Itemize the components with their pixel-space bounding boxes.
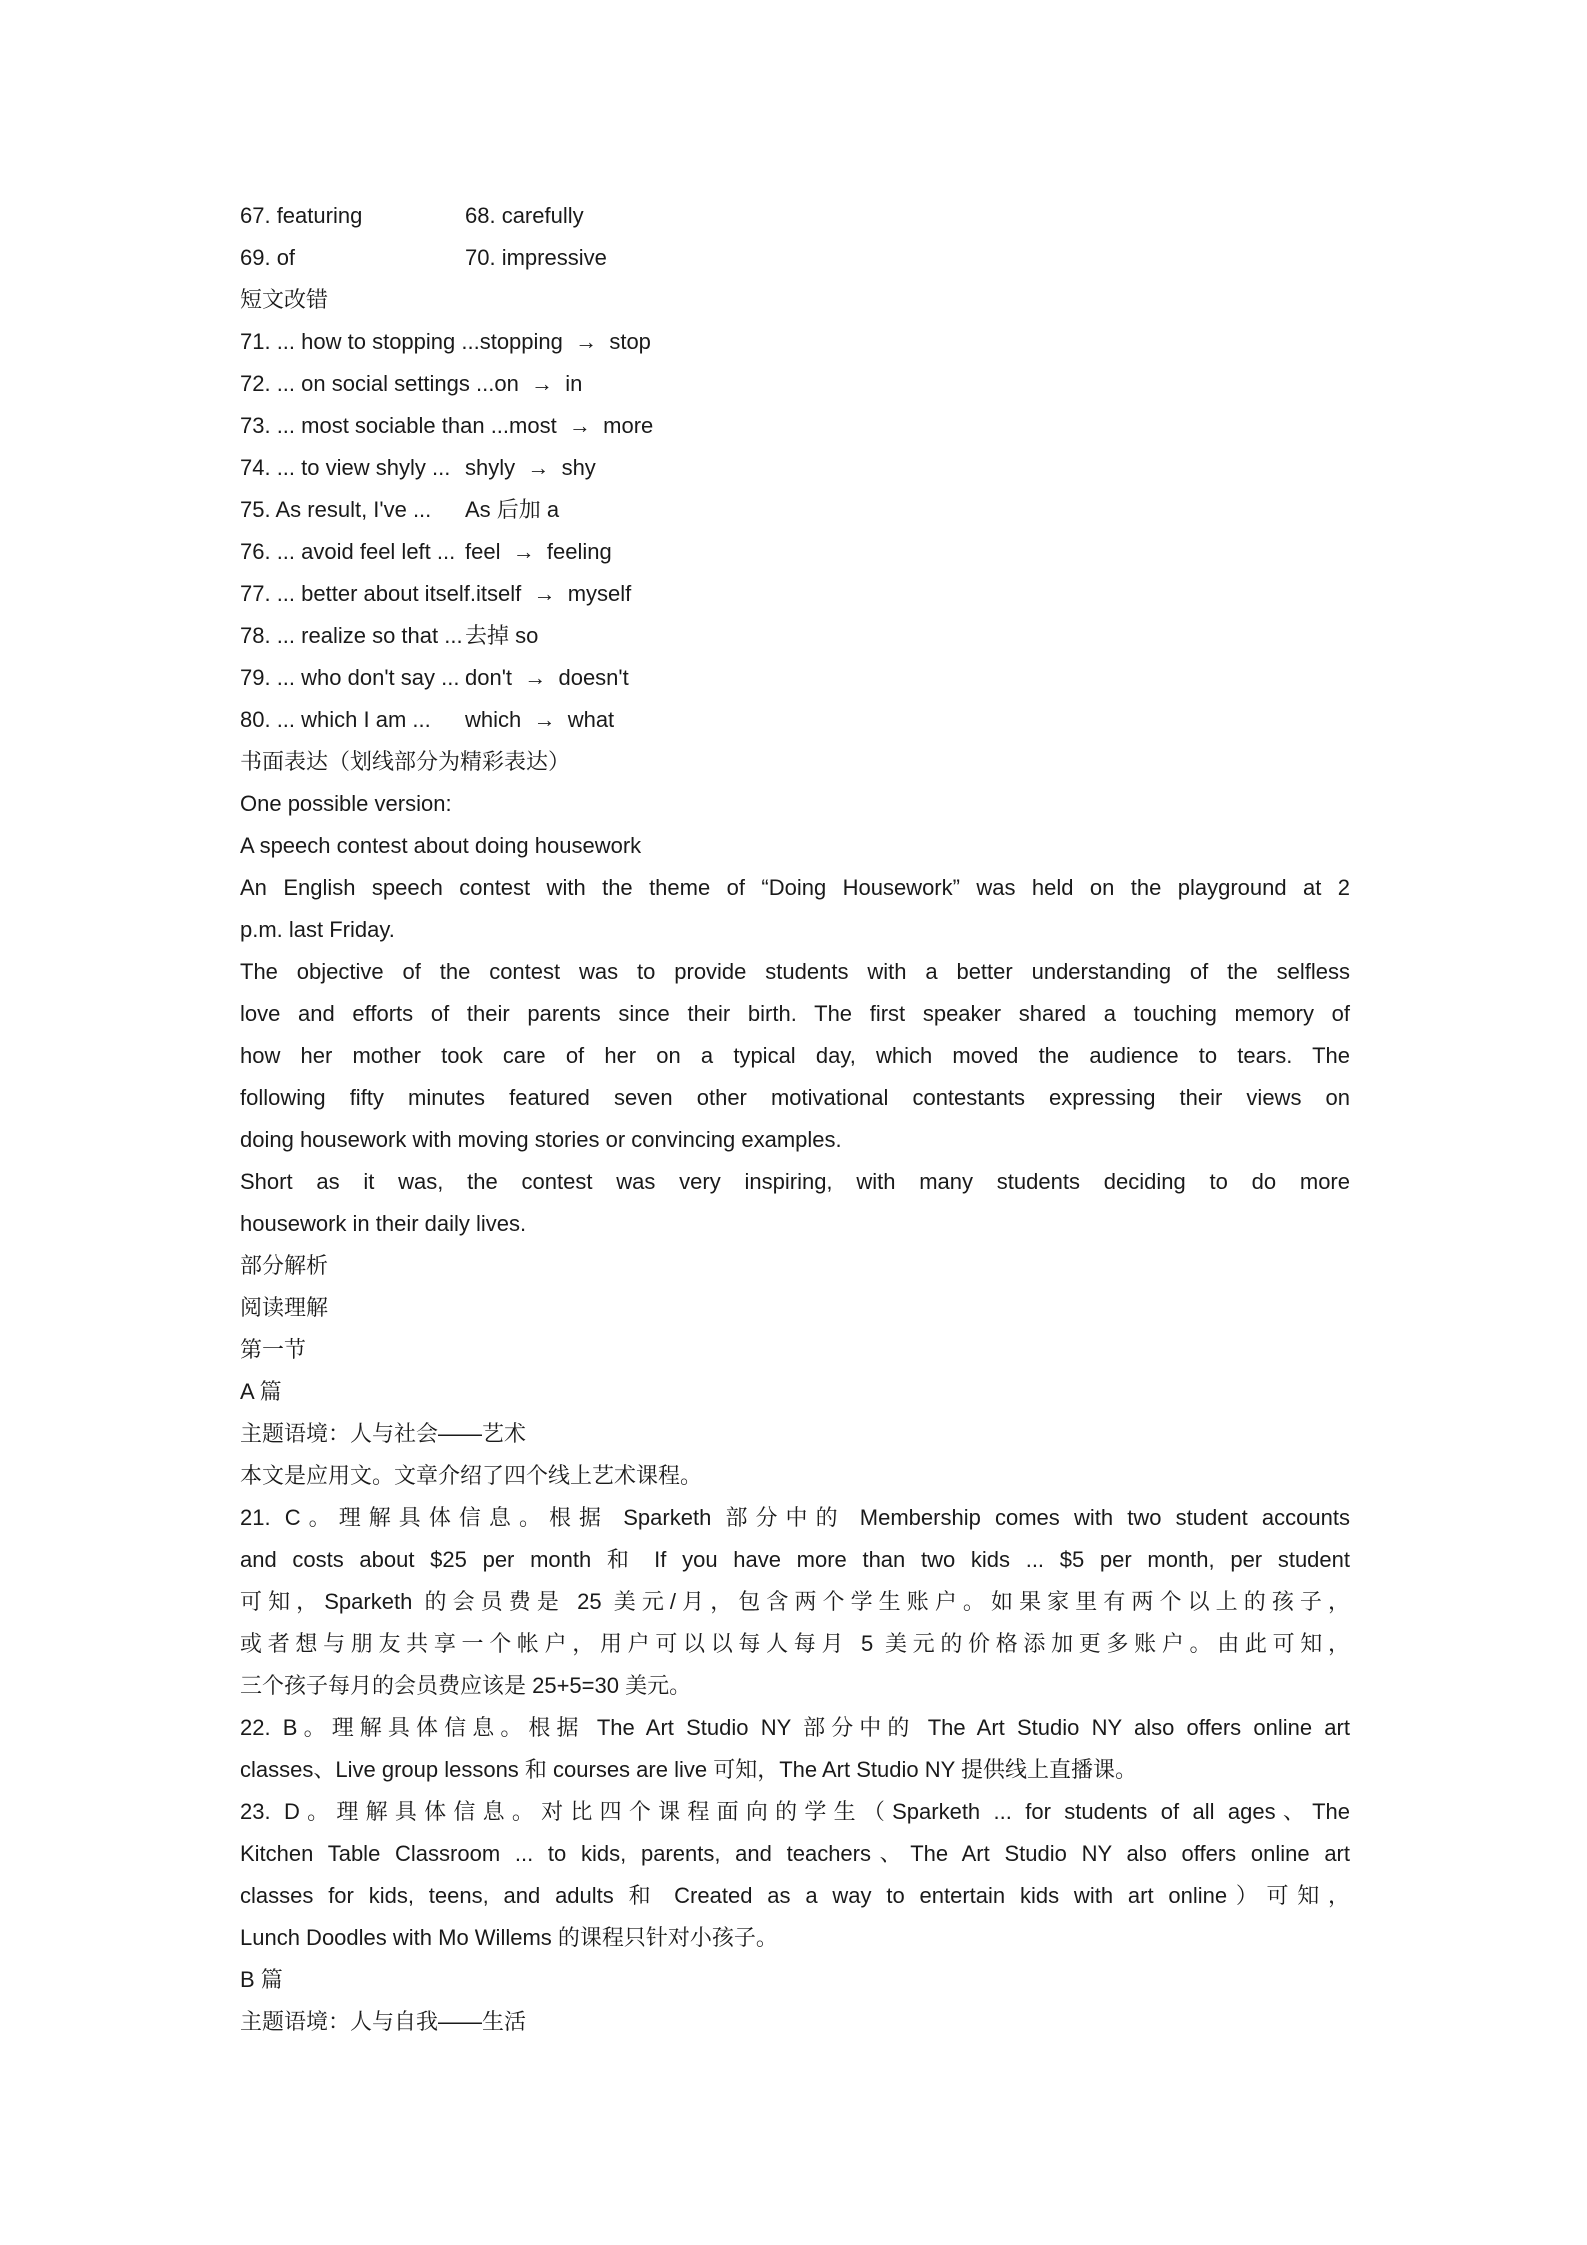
analysis-q21-line: 或者想与朋友共享一个帐户，用户可以以每人每月 5 美元的价格添加更多账户。由此可知， [240, 1631, 1350, 1656]
correction-fix: don't → doesn't [465, 665, 629, 690]
essay-line: doing housework with moving stories or convincing examples. [240, 1127, 842, 1152]
correction-line-80 [240, 699, 1350, 741]
correction-line-72 [240, 363, 1350, 405]
correction-line-73 [240, 405, 1350, 447]
analysis-q21-line: and costs about $25 per month 和 If you have more than two kids ... $5 per month, per student [240, 1547, 1350, 1572]
answer-item-70: 70. impressive [465, 245, 607, 270]
analysis-q23-line: Lunch Doodles with Mo Willems 的课程只针对小孩子。 [240, 1925, 778, 1950]
correction-question: 71. ... how to stopping ... [240, 329, 480, 354]
essay-line: p.m. last Friday. [240, 917, 395, 942]
analysis-q21-line: 三个孩子每月的会员费应该是 25+5=30 美元。 [240, 1673, 692, 1698]
passage-a-intro: 本文是应用文。文章介绍了四个线上艺术课程。 [240, 1463, 703, 1488]
correction-question: 77. ... better about itself. [240, 581, 477, 606]
answer-row [240, 237, 1350, 279]
answer-item-68: 68. carefully [465, 203, 584, 228]
answer-item-69: 69. of [240, 245, 296, 270]
correction-question: 76. ... avoid feel left ... [240, 539, 456, 564]
correction-question: 79. ... who don't say ... [240, 665, 460, 690]
correction-line-78 [240, 615, 1350, 657]
essay-line: The objective of the contest was to provide students with a better understanding of the selfless [240, 959, 1350, 984]
correction-fix: which → what [465, 707, 615, 732]
heading-writing: 书面表达（划线部分为精彩表达） [240, 749, 571, 774]
analysis-q22-line: classes、Live group lessons 和 courses are live 可知，The Art Studio NY 提供线上直播课。 [240, 1757, 1138, 1782]
answer-item-67: 67. featuring [240, 203, 363, 228]
essay-label: One possible version: [240, 791, 452, 816]
analysis-q23-line: classes for kids, teens, and adults 和 Created as a way to entertain kids with art online）可知， [240, 1883, 1350, 1908]
correction-line-71 [240, 321, 1350, 363]
theme-a: 主题语境：人与社会——艺术 [240, 1421, 527, 1446]
correction-line-79 [240, 657, 1350, 699]
document-content [240, 195, 1350, 2043]
correction-line-75 [240, 489, 1350, 531]
heading-passage-a: A 篇 [240, 1379, 282, 1404]
essay-line: housework in their daily lives. [240, 1211, 527, 1236]
heading-passage-b: B 篇 [240, 1967, 283, 1992]
correction-question: 75. As result, I've ... [240, 497, 432, 522]
correction-fix: itself → myself [476, 581, 632, 606]
correction-fix: 去掉 so [465, 623, 539, 648]
correction-line-76 [240, 531, 1350, 573]
heading-section1: 第一节 [240, 1337, 307, 1362]
essay-line: following fifty minutes featured seven other motivational contestants expressing their views on [240, 1085, 1350, 1110]
correction-fix: shyly → shy [465, 455, 596, 480]
correction-fix: As 后加 a [465, 497, 560, 522]
correction-question: 74. ... to view shyly ... [240, 455, 451, 480]
analysis-q21-line: 可知，Sparketh 的会员费是 25 美元/月，包含两个学生账户。如果家里有两个以上的孩子， [240, 1589, 1350, 1614]
analysis-q23-line: 23. D。理解具体信息。对比四个课程面向的学生（Sparketh ... for students of all ages、The [240, 1799, 1350, 1824]
correction-fix: on → in [494, 371, 583, 396]
analysis-q21-line: 21. C。理解具体信息。根据 Sparketh 部分中的 Membership comes with two student accounts [240, 1505, 1350, 1530]
correction-question: 80. ... which I am ... [240, 707, 431, 732]
essay-line: love and efforts of their parents since their birth. The first speaker shared a touching memory of [240, 1001, 1350, 1026]
correction-question: 72. ... on social settings ... [240, 371, 495, 396]
heading-analysis: 部分解析 [240, 1253, 329, 1278]
answer-row [240, 195, 1350, 237]
analysis-q22-line: 22. B。理解具体信息。根据 The Art Studio NY 部分中的 The Art Studio NY also offers online art [240, 1715, 1350, 1740]
essay-line: how her mother took care of her on a typical day, which moved the audience to tears. The [240, 1043, 1350, 1068]
heading-reading: 阅读理解 [240, 1295, 329, 1320]
correction-question: 78. ... realize so that ... [240, 623, 463, 648]
correction-fix: stopping → stop [479, 329, 651, 354]
correction-line-74 [240, 447, 1350, 489]
essay-line: Short as it was, the contest was very inspiring, with many students deciding to do more [240, 1169, 1350, 1194]
heading-error-correction: 短文改错 [240, 287, 329, 312]
correction-fix: feel → feeling [465, 539, 612, 564]
correction-fix: most → more [509, 413, 654, 438]
essay-title: A speech contest about doing housework [240, 833, 642, 858]
essay-line: An English speech contest with the theme of “Doing Housework” was held on the playground at 2 [240, 875, 1350, 900]
analysis-q23-line: Kitchen Table Classroom ... to kids, parents, and teachers、The Art Studio NY also offers online art [240, 1841, 1350, 1866]
theme-b: 主题语境：人与自我——生活 [240, 2009, 527, 2034]
correction-line-77 [240, 573, 1350, 615]
correction-question: 73. ... most sociable than ... [240, 413, 510, 438]
